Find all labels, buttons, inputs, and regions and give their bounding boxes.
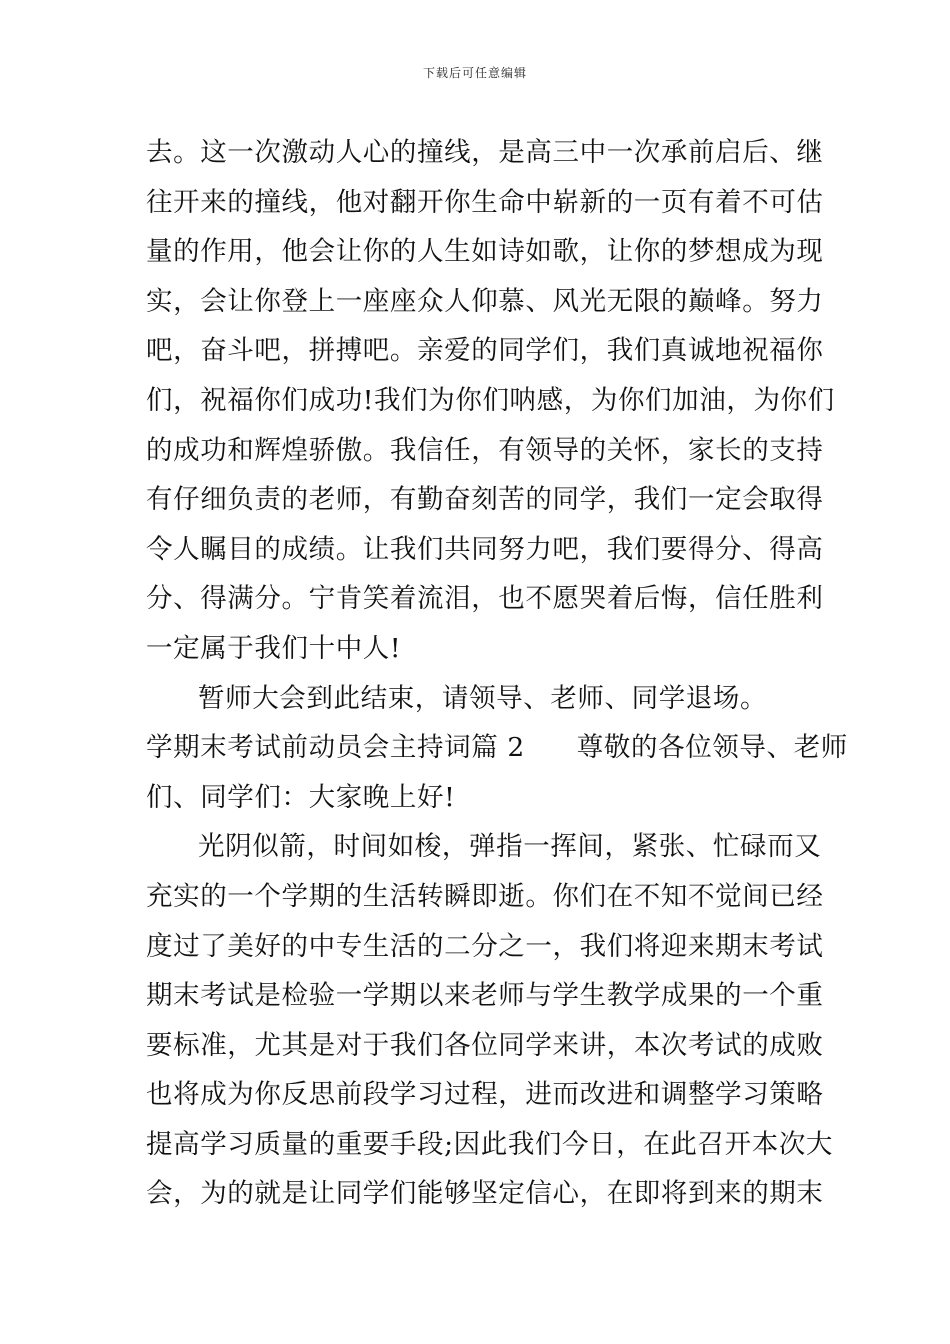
text-line: 一定属于我们十中人!	[146, 632, 402, 664]
text-line: 有仔细负责的老师，有勤奋刻苦的同学，我们一定会取得	[146, 484, 824, 516]
page-header: 下载后可任意编辑	[422, 66, 527, 80]
text-line: 会，为的就是让同学们能够坚定信心，在即将到来的期末	[146, 1178, 824, 1210]
section-heading-line	[146, 723, 848, 773]
text-line: 提高学习质量的重要手段;因此我们今日，在此召开本次大	[146, 1128, 834, 1160]
paragraph-first-line: 暂师大会到此结束，请领导、老师、同学退场。	[198, 682, 768, 714]
text-line: 量的作用，他会让你的人生如诗如歌，让你的梦想成为现	[146, 236, 824, 268]
text-line: 们、同学们：大家晚上好!	[146, 781, 456, 813]
document-body	[146, 128, 848, 1219]
text-line: 吧，奋斗吧，拼搏吧。亲爱的同学们，我们真诚地祝福你	[146, 335, 824, 367]
text-line: 度过了美好的中专生活的二分之一，我们将迎来期末考试	[146, 930, 824, 962]
text-line: 去。这一次激动人心的撞线，是高三中一次承前启后、继	[146, 137, 824, 168]
text-line: 充实的一个学期的生活转瞬即逝。你们在不知不觉间已经	[146, 880, 824, 912]
text-line: 往开来的撞线，他对翻开你生命中崭新的一页有着不可估	[146, 186, 824, 218]
text-line: 令人瞩目的成绩。让我们共同努力吧，我们要得分、得高	[146, 533, 824, 565]
text-line: 期末考试是检验一学期以来老师与学生教学成果的一个重	[146, 980, 824, 1012]
text-line: 要标准，尤其是对于我们各位同学来讲，本次考试的成败	[146, 1029, 824, 1061]
text-line: 分、得满分。宁肯笑着流泪，也不愿哭着后悔，信任胜利	[146, 583, 824, 615]
text-line: 的成功和辉煌骄傲。我信任，有领导的关怀，家长的支持	[146, 434, 824, 466]
text-line: 们，祝福你们成功!我们为你们呐感，为你们加油，为你们	[146, 384, 835, 416]
paragraph-first-line: 光阴似箭，时间如梭，弹指一挥间，紧张、忙碌而又	[198, 831, 822, 863]
section-title: 学期末考试前动员会主持词篇 2	[146, 732, 525, 764]
text-line: 也将成为你反思前段学习过程，进而改进和调整学习策略	[146, 1079, 824, 1111]
text-line: 实，会让你登上一座座众人仰慕、风光无限的巅峰。努力	[146, 285, 824, 317]
greeting-start: 尊敬的各位领导、老师	[576, 732, 848, 764]
